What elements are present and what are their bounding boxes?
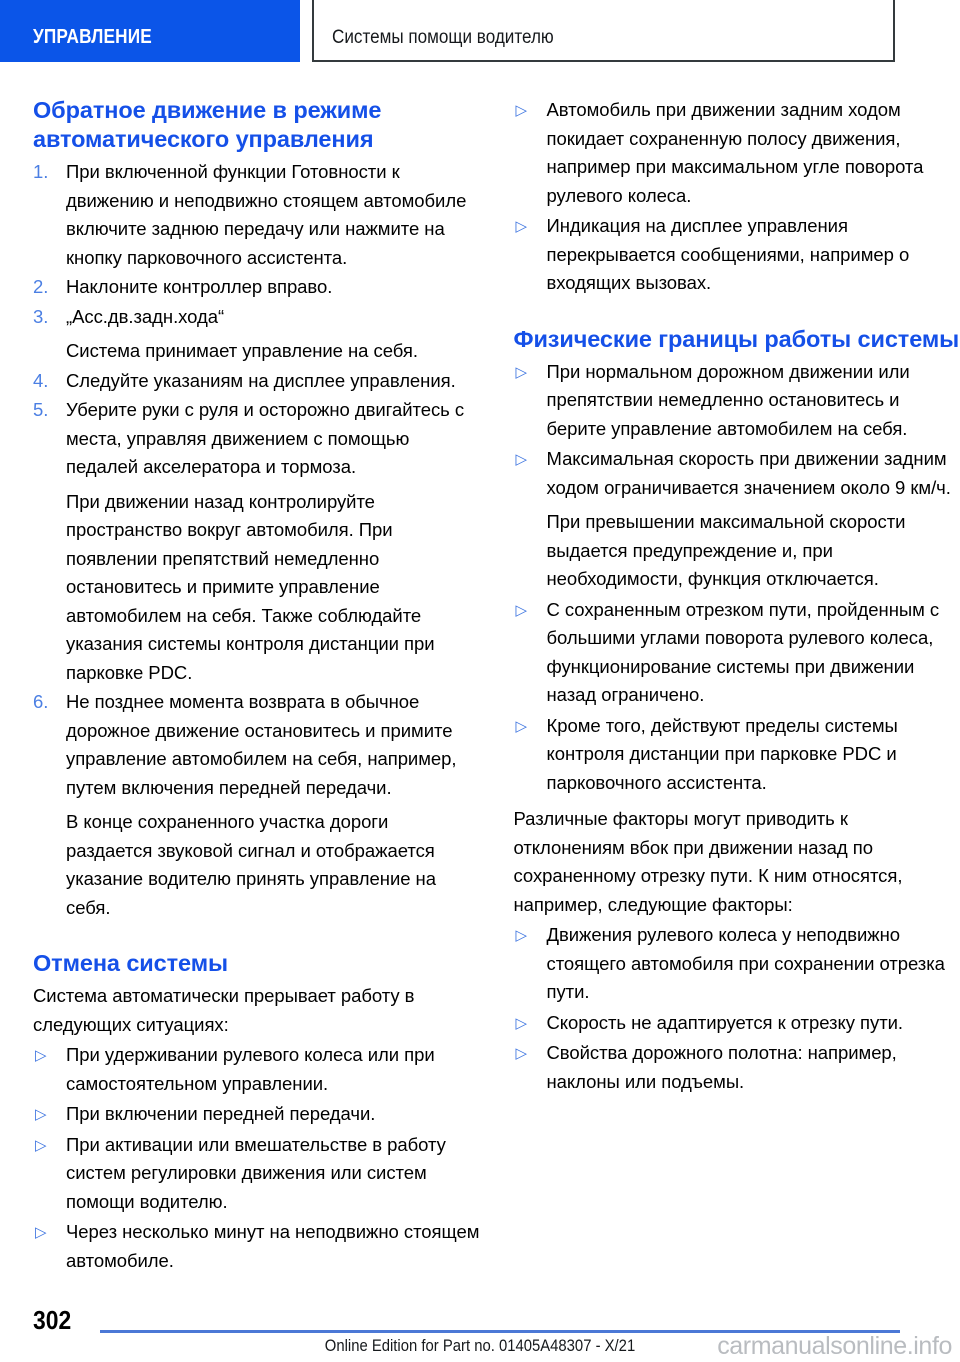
list-item: [514, 1009, 960, 1038]
bullet-text: Свойства дорожного полотна: например, наклоны или подъемы.: [546, 1042, 897, 1092]
step-subtext: При движении назад контролируйте пространство вокруг автомобиля. При появлении препятствий немедленно остановитесь и примите управление автомобилем на себя. Также соблюдайте указания системы контроля дистанции при парковке PDC.: [66, 490, 435, 683]
list-item: [514, 921, 960, 1007]
list-item: [33, 1041, 480, 1098]
right-column: [514, 96, 960, 1277]
limits-section-title: Физические границы работы системы: [513, 325, 960, 352]
step-text: Уберите руки с руля и осторожно двигайтесь с места, управляя движением с помощью педалей акселератора и тормоза.: [66, 399, 465, 477]
triangle-bullet-icon: ▷: [35, 1106, 47, 1123]
triangle-bullet-icon: ▷: [35, 1047, 47, 1064]
list-item: [33, 1131, 480, 1217]
list-item: [514, 212, 960, 298]
header-chapter-tab: [0, 0, 300, 62]
procedure-list: [33, 158, 480, 922]
bullet-text: Кроме того, действуют пределы системы контроля дистанции при парковке PDC и парковочного ассистента.: [546, 714, 898, 793]
step-number: 4.: [33, 369, 49, 391]
limits-bullet-list: [514, 358, 960, 798]
cancel-section-title: Отмена системы: [33, 950, 228, 976]
step-text: „Асс.дв.задн.хода“: [66, 305, 225, 327]
cancel-bullet-list: [33, 1041, 480, 1275]
list-item: [33, 367, 480, 396]
step-number: 6.: [33, 691, 49, 712]
page-number: 302: [33, 1305, 72, 1335]
header-section-box: [312, 0, 895, 62]
step-text: Следуйте указаниям на дисплее управления.: [66, 369, 456, 391]
step-text: Наклоните контроллер вправо.: [66, 276, 333, 297]
page-footer: [0, 1280, 960, 1362]
step-number: 5.: [33, 399, 49, 420]
list-item: [33, 303, 480, 366]
bullet-subtext: При превышении максимальной скорости выдается предупреждение и, при необходимости, функция отключается.: [546, 511, 906, 589]
list-item: [514, 712, 960, 798]
triangle-bullet-icon: ▷: [515, 363, 527, 381]
triangle-bullet-icon: ▷: [35, 1136, 47, 1154]
list-item: [514, 358, 960, 444]
bullet-text: При включении передней передачи.: [66, 1103, 376, 1124]
step-number: 2.: [33, 276, 49, 297]
factors-intro: Различные факторы могут приводить к отклонениям вбок при движении назад по сохраненному отрезку пути. К ним относятся, например, следующие факторы:: [513, 808, 903, 915]
header-section-label: Системы помощи водителю: [332, 27, 554, 48]
bullet-text: Максимальная скорость при движении задним ходом ограничивается значением около 9 км/ч.: [546, 448, 951, 498]
factors-bullet-list: [514, 921, 960, 1096]
list-item: [33, 273, 480, 302]
list-item: [33, 396, 480, 687]
list-item: [514, 596, 960, 710]
triangle-bullet-icon: ▷: [515, 717, 527, 735]
bullet-text: Через несколько минут на неподвижно стоящем автомобиле.: [66, 1221, 480, 1271]
left-column: [33, 96, 480, 1277]
list-item: [33, 158, 480, 272]
site-watermark: carmanualsonline.info: [717, 1332, 952, 1360]
triangle-bullet-icon: ▷: [35, 1224, 47, 1241]
triangle-bullet-icon: ▷: [515, 102, 527, 119]
list-item: [33, 1218, 480, 1275]
triangle-bullet-icon: ▷: [515, 1014, 527, 1032]
step-number: 1.: [33, 161, 49, 182]
triangle-bullet-icon: ▷: [515, 1045, 527, 1062]
step-subtext: Система принимает управление на себя.: [66, 340, 418, 361]
step-number: 3.: [33, 305, 49, 327]
bullet-text: При нормальном дорожном движении или препятствии немедленно остановитесь и берите управление автомобилем на себя.: [546, 360, 910, 439]
step-subtext: В конце сохраненного участка дороги раздается звуковой сигнал и отображается указание водителю принять управление на себя.: [66, 811, 436, 918]
step-text: При включенной функции Готовности к движению и неподвижно стоящем автомобиле включите заднюю передачу или нажмите на кнопку парковочного ассистента.: [66, 161, 467, 268]
page-columns: [0, 96, 960, 1277]
bullet-text: Автомобиль при движении задним ходом покидает сохраненную полосу движения, например при максимальном угле поворота рулевого колеса.: [546, 99, 924, 206]
cancel-section-intro: Система автоматически прерывает работу в следующих ситуациях:: [33, 985, 415, 1035]
bullet-text: Скорость не адаптируется к отрезку пути.: [546, 1011, 903, 1033]
list-item: [33, 1100, 480, 1129]
page-header: [0, 0, 960, 66]
list-item: [514, 96, 960, 210]
bullet-text: При активации или вмешательстве в работу систем регулировки движения или систем помощи водителю.: [66, 1133, 446, 1212]
list-item: [514, 1039, 960, 1096]
page-title: Обратное движение в режиме автоматического управления: [33, 97, 382, 152]
step-text: Не позднее момента возврата в обычное дорожное движение остановитесь и примите управление автомобилем на себя, например, путем включения передней передачи.: [66, 691, 457, 798]
bullet-text: С сохраненным отрезком пути, пройденным с большими углами поворота рулевого колеса, функционирование системы при движении назад ограничено.: [546, 598, 940, 705]
bullet-text: При удерживании рулевого колеса или при самостоятельном управлении.: [66, 1044, 435, 1094]
triangle-bullet-icon: ▷: [515, 451, 527, 468]
continued-bullet-list: [514, 96, 960, 298]
bullet-text: Индикация на дисплее управления перекрывается сообщениями, например о входящих вызовах.: [546, 215, 910, 293]
triangle-bullet-icon: ▷: [515, 218, 527, 235]
bullet-text: Движения рулевого колеса у неподвижно стоящего автомобиля при сохранении отрезка пути.: [546, 924, 945, 1002]
triangle-bullet-icon: ▷: [515, 927, 527, 944]
triangle-bullet-icon: ▷: [515, 601, 527, 619]
header-chapter-label: УПРАВЛЕНИЕ: [33, 26, 152, 48]
list-item: [514, 445, 960, 594]
edition-text: Online Edition for Part no. 01405A48307 - X/21: [324, 1337, 636, 1355]
list-item: [33, 688, 480, 922]
